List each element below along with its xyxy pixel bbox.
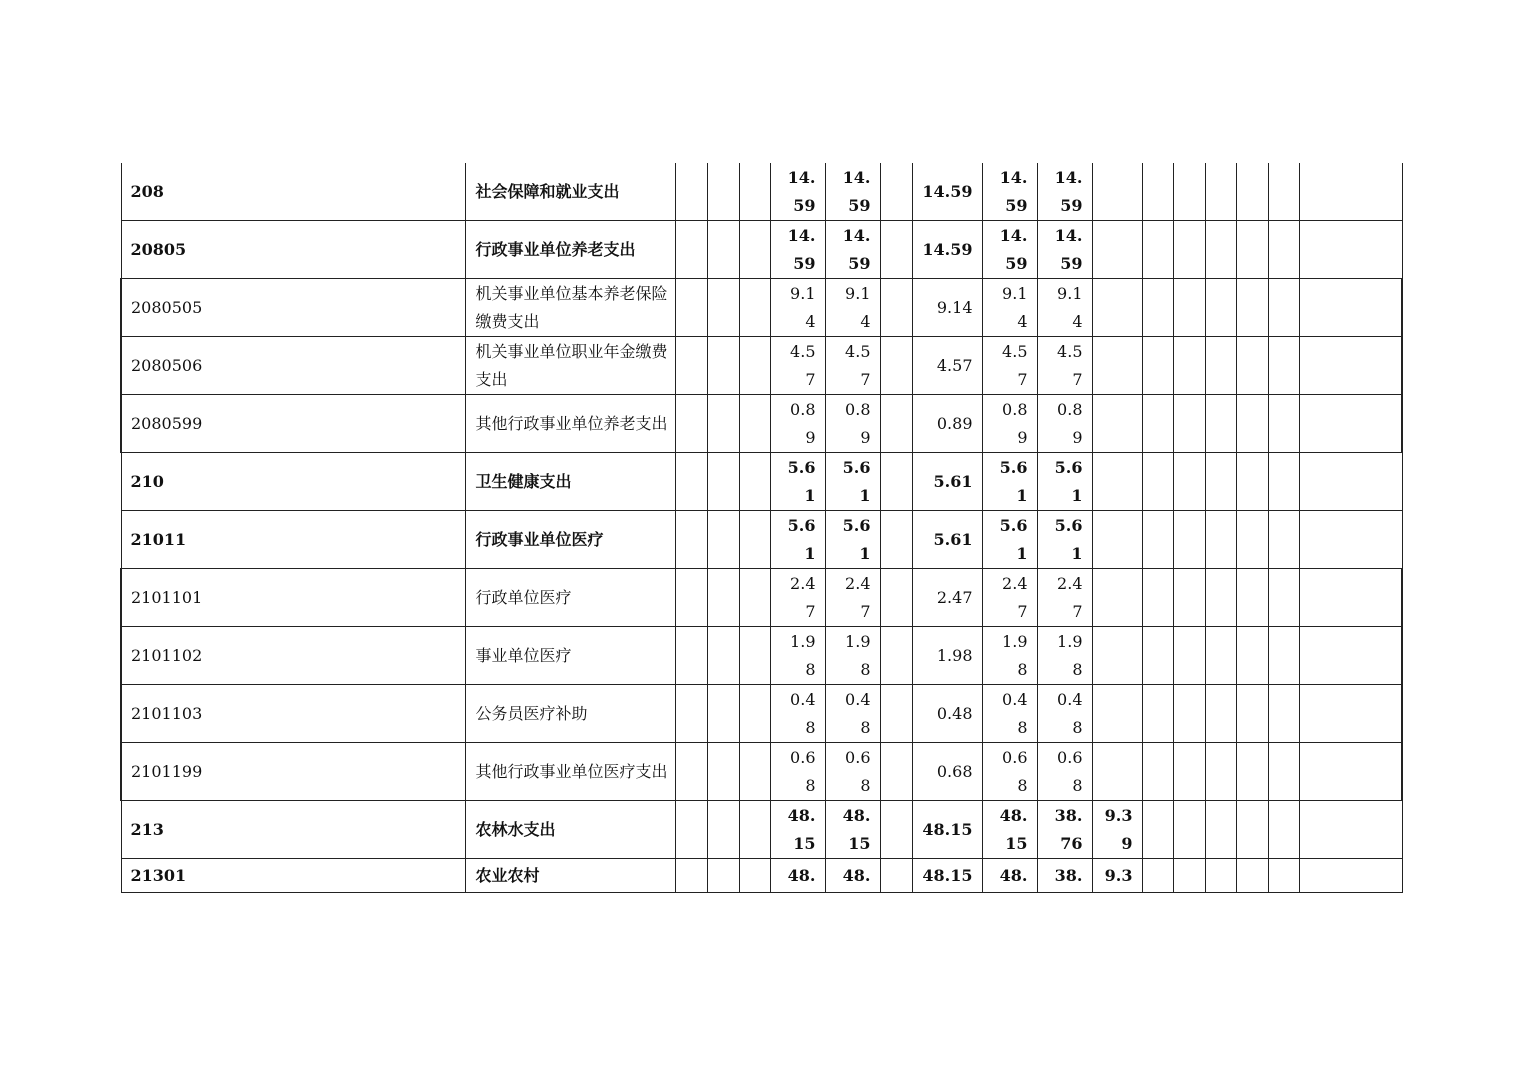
row-name: 事业单位医疗 [465,627,675,685]
row-code: 2080505 [121,279,465,337]
empty-cell [880,221,912,279]
table-row [121,627,1402,685]
value-total-cell: 14.59 [912,221,982,279]
empty-cell [1299,801,1402,859]
empty-cell [1142,743,1173,801]
value-total-cell: 14.59 [912,163,982,221]
table-row [121,743,1402,801]
empty-cell [739,163,770,221]
row-code: 2101102 [121,627,465,685]
empty-cell [1205,453,1236,511]
empty-cell [1205,859,1236,893]
value-cell: 0.8 9 [825,395,880,453]
empty-cell [707,859,739,893]
table-row [121,279,1402,337]
table-row [121,221,1402,279]
row-code: 2080506 [121,337,465,395]
table-row [121,163,1402,221]
empty-cell [1299,279,1402,337]
empty-cell [1268,163,1299,221]
row-name: 机关事业单位职业年金缴费支出 [465,337,675,395]
value-cell: 0.4 8 [825,685,880,743]
empty-cell [1299,395,1402,453]
empty-cell [880,627,912,685]
value-cell: 48. 15 [982,801,1037,859]
empty-cell [1205,511,1236,569]
empty-cell [1299,453,1402,511]
value-cell: 48. 15 [770,801,825,859]
value-cell: 5.6 1 [825,511,880,569]
empty-cell [675,569,707,627]
row-name: 机关事业单位基本养老保险缴费支出 [465,279,675,337]
empty-cell [1173,569,1205,627]
row-name: 卫生健康支出 [465,453,675,511]
value-total-cell: 4.57 [912,337,982,395]
row-code: 20805 [121,221,465,279]
empty-cell [1173,163,1205,221]
value-cell: 0.6 8 [825,743,880,801]
value-cell: 0.8 9 [982,395,1037,453]
value-cell: 14. 59 [1037,221,1092,279]
empty-cell [707,221,739,279]
empty-cell [880,337,912,395]
value-cell: 38. 76 [1037,801,1092,859]
row-code: 21011 [121,511,465,569]
empty-cell [739,859,770,893]
table-row [121,801,1402,859]
empty-cell [1236,569,1268,627]
value-total-cell: 0.48 [912,685,982,743]
empty-cell [1205,337,1236,395]
value-cell: 38. [1037,859,1092,893]
empty-cell [1268,627,1299,685]
empty-cell [1268,395,1299,453]
value-cell: 48. [982,859,1037,893]
value-total-cell: 0.89 [912,395,982,453]
table-row [121,511,1402,569]
empty-cell [739,395,770,453]
empty-cell [880,453,912,511]
empty-cell [880,859,912,893]
value-cell: 14. 59 [1037,163,1092,221]
empty-cell [1205,163,1236,221]
value-total-cell: 2.47 [912,569,982,627]
empty-cell [1142,511,1173,569]
value-cell: 0.6 8 [982,743,1037,801]
row-code: 213 [121,801,465,859]
empty-cell [1268,801,1299,859]
row-code: 208 [121,163,465,221]
value-cell: 5.6 1 [825,453,880,511]
empty-cell [1268,569,1299,627]
value-cell [1092,627,1142,685]
empty-cell [675,627,707,685]
empty-cell [707,163,739,221]
empty-cell [1142,801,1173,859]
value-cell: 5.6 1 [1037,511,1092,569]
value-total-cell: 9.14 [912,279,982,337]
empty-cell [1268,453,1299,511]
table-row [121,859,1402,893]
empty-cell [1142,221,1173,279]
value-cell: 4.5 7 [1037,337,1092,395]
empty-cell [1236,337,1268,395]
empty-cell [1142,395,1173,453]
empty-cell [1173,453,1205,511]
value-total-cell: 0.68 [912,743,982,801]
empty-cell [1205,279,1236,337]
row-name: 社会保障和就业支出 [465,163,675,221]
value-total-cell: 1.98 [912,627,982,685]
empty-cell [1142,453,1173,511]
table-row [121,685,1402,743]
value-cell: 0.8 9 [1037,395,1092,453]
empty-cell [1142,685,1173,743]
empty-cell [880,511,912,569]
empty-cell [675,685,707,743]
value-cell [1092,743,1142,801]
value-cell: 14. 59 [770,221,825,279]
empty-cell [1205,685,1236,743]
empty-cell [739,685,770,743]
empty-cell [675,337,707,395]
table-row [121,453,1402,511]
empty-cell [1299,337,1402,395]
empty-cell [707,395,739,453]
empty-cell [880,569,912,627]
empty-cell [707,511,739,569]
empty-cell [675,859,707,893]
value-cell: 48. 15 [825,801,880,859]
empty-cell [880,279,912,337]
empty-cell [707,453,739,511]
empty-cell [1299,859,1402,893]
empty-cell [1205,627,1236,685]
empty-cell [1173,743,1205,801]
empty-cell [1205,569,1236,627]
value-cell: 2.4 7 [982,569,1037,627]
value-cell: 4.5 7 [982,337,1037,395]
empty-cell [1173,279,1205,337]
value-cell: 2.4 7 [825,569,880,627]
empty-cell [675,511,707,569]
empty-cell [1173,337,1205,395]
value-total-cell: 5.61 [912,453,982,511]
empty-cell [739,511,770,569]
value-cell: 9.1 4 [1037,279,1092,337]
value-cell [1092,279,1142,337]
empty-cell [1236,279,1268,337]
empty-cell [1205,395,1236,453]
empty-cell [1236,163,1268,221]
value-cell: 14. 59 [825,221,880,279]
row-code: 2080599 [121,395,465,453]
row-name: 农林水支出 [465,801,675,859]
value-cell [1092,511,1142,569]
row-code: 2101199 [121,743,465,801]
empty-cell [739,453,770,511]
empty-cell [739,569,770,627]
empty-cell [739,801,770,859]
empty-cell [1173,685,1205,743]
empty-cell [1299,221,1402,279]
value-cell: 0.6 8 [1037,743,1092,801]
value-cell: 14. 59 [825,163,880,221]
empty-cell [1142,859,1173,893]
budget-table [120,163,1403,893]
empty-cell [707,279,739,337]
empty-cell [1268,221,1299,279]
empty-cell [1142,627,1173,685]
value-cell: 0.4 8 [1037,685,1092,743]
empty-cell [675,743,707,801]
empty-cell [739,279,770,337]
value-cell [1092,337,1142,395]
row-name: 行政事业单位医疗 [465,511,675,569]
row-name: 其他行政事业单位医疗支出 [465,743,675,801]
row-name: 农业农村 [465,859,675,893]
value-cell: 4.5 7 [825,337,880,395]
empty-cell [739,743,770,801]
empty-cell [1268,337,1299,395]
empty-cell [880,801,912,859]
empty-cell [1299,685,1402,743]
empty-cell [1236,801,1268,859]
value-cell: 5.6 1 [770,511,825,569]
empty-cell [1236,511,1268,569]
empty-cell [1142,279,1173,337]
empty-cell [739,627,770,685]
empty-cell [880,685,912,743]
value-cell: 1.9 8 [982,627,1037,685]
value-cell: 5.6 1 [982,511,1037,569]
empty-cell [1173,511,1205,569]
empty-cell [707,801,739,859]
value-cell: 1.9 8 [770,627,825,685]
value-cell: 1.9 8 [825,627,880,685]
empty-cell [1173,627,1205,685]
table-row [121,337,1402,395]
empty-cell [707,569,739,627]
value-cell [1092,453,1142,511]
empty-cell [1299,163,1402,221]
empty-cell [1236,453,1268,511]
row-name: 行政单位医疗 [465,569,675,627]
value-cell: 2.4 7 [770,569,825,627]
empty-cell [675,453,707,511]
empty-cell [1268,859,1299,893]
empty-cell [1236,685,1268,743]
value-cell [1092,569,1142,627]
empty-cell [739,221,770,279]
empty-cell [1299,511,1402,569]
value-cell: 0.4 8 [770,685,825,743]
value-cell [1092,395,1142,453]
empty-cell [675,279,707,337]
empty-cell [707,337,739,395]
empty-cell [1268,743,1299,801]
empty-cell [1173,801,1205,859]
empty-cell [707,685,739,743]
value-total-cell: 48.15 [912,859,982,893]
value-cell [1092,685,1142,743]
value-cell: 48. [825,859,880,893]
empty-cell [1205,743,1236,801]
row-code: 2101103 [121,685,465,743]
value-cell: 14. 59 [770,163,825,221]
value-cell: 9.1 4 [770,279,825,337]
table-row [121,569,1402,627]
value-cell [1092,163,1142,221]
empty-cell [1236,627,1268,685]
empty-cell [1173,859,1205,893]
empty-cell [675,801,707,859]
value-cell: 14. 59 [982,163,1037,221]
empty-cell [1268,685,1299,743]
row-code: 2101101 [121,569,465,627]
value-cell: 2.4 7 [1037,569,1092,627]
value-cell: 5.6 1 [770,453,825,511]
empty-cell [1142,163,1173,221]
value-cell: 5.6 1 [1037,453,1092,511]
row-name: 其他行政事业单位养老支出 [465,395,675,453]
empty-cell [1173,395,1205,453]
value-cell: 9.3 9 [1092,801,1142,859]
empty-cell [1268,279,1299,337]
empty-cell [675,221,707,279]
row-name: 公务员医疗补助 [465,685,675,743]
empty-cell [1173,221,1205,279]
value-total-cell: 48.15 [912,801,982,859]
value-cell: 9.3 [1092,859,1142,893]
empty-cell [707,743,739,801]
row-name: 行政事业单位养老支出 [465,221,675,279]
value-cell: 5.6 1 [982,453,1037,511]
empty-cell [1236,859,1268,893]
value-cell: 4.5 7 [770,337,825,395]
empty-cell [880,743,912,801]
empty-cell [1236,743,1268,801]
empty-cell [1142,337,1173,395]
empty-cell [880,163,912,221]
value-cell: 1.9 8 [1037,627,1092,685]
value-cell: 48. [770,859,825,893]
empty-cell [1205,801,1236,859]
empty-cell [1299,627,1402,685]
value-cell: 14. 59 [982,221,1037,279]
row-code: 21301 [121,859,465,893]
empty-cell [1268,511,1299,569]
table-row [121,395,1402,453]
value-cell: 9.1 4 [825,279,880,337]
empty-cell [1299,569,1402,627]
value-cell: 0.6 8 [770,743,825,801]
empty-cell [675,163,707,221]
row-code: 210 [121,453,465,511]
value-cell: 0.8 9 [770,395,825,453]
empty-cell [1205,221,1236,279]
value-total-cell: 5.61 [912,511,982,569]
empty-cell [1299,743,1402,801]
empty-cell [739,337,770,395]
value-cell: 0.4 8 [982,685,1037,743]
value-cell [1092,221,1142,279]
value-cell: 9.1 4 [982,279,1037,337]
empty-cell [675,395,707,453]
empty-cell [1142,569,1173,627]
empty-cell [707,627,739,685]
empty-cell [880,395,912,453]
empty-cell [1236,221,1268,279]
empty-cell [1236,395,1268,453]
